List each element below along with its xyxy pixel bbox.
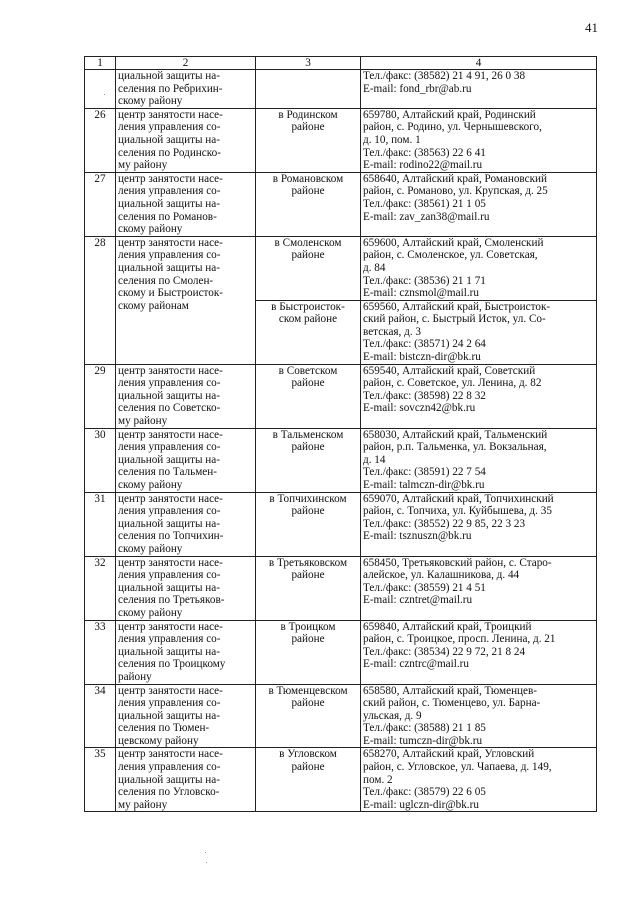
text-line: циальной защиты на- <box>118 645 220 658</box>
text-line: скому району <box>118 606 183 619</box>
text-line: 659560, Алтайский край, Быстроисток- <box>363 300 551 313</box>
scan-speck <box>206 862 207 863</box>
table-row <box>85 428 597 492</box>
text-line: районе <box>291 185 325 198</box>
text-line: 658450, Третьяковский район, с. Старо- <box>363 556 552 569</box>
center-name <box>116 108 256 172</box>
text-line: д. 10, пом. 1 <box>363 133 421 146</box>
district-cell <box>256 172 361 236</box>
header-col-1: 1 <box>85 57 116 70</box>
text-line: ления управления со- <box>118 761 221 774</box>
center-name <box>116 70 256 109</box>
contact-cell <box>361 300 597 364</box>
text-line: 658580, Алтайский край, Тюменцев- <box>363 684 538 697</box>
table-row <box>85 70 597 109</box>
district-cell <box>256 70 361 109</box>
text-line: селения по Угловско- <box>118 786 220 799</box>
text-line: Тел./факс: (38559) 21 4 51 <box>363 581 486 594</box>
text-line: селения по Третьяков- <box>118 594 225 607</box>
text-line: район, с. Советское, ул. Ленина, д. 82 <box>363 377 542 390</box>
contact-cell <box>361 108 597 172</box>
contact-cell <box>361 428 597 492</box>
text-line: 658270, Алтайский край, Угловский <box>363 748 535 761</box>
text-line: в Быстроисток- <box>271 300 345 313</box>
text-line: ления управления со- <box>118 505 221 518</box>
center-name <box>116 428 256 492</box>
text-line: ления управления со- <box>118 569 221 582</box>
text-line: районе <box>291 377 325 390</box>
text-line: в Советском <box>278 364 338 377</box>
table-row <box>85 492 597 556</box>
district-cell <box>256 620 361 684</box>
row-number: 29 <box>85 364 116 428</box>
center-name <box>116 172 256 236</box>
text-line: циальной защиты на- <box>118 261 220 274</box>
text-line: Тел./факс: (38534) 22 9 72, 21 8 24 <box>363 645 526 658</box>
text-line: в Смоленском <box>274 236 342 249</box>
text-line: циальной защиты на- <box>118 773 220 786</box>
text-line: Тел./факс: (38563) 22 6 41 <box>363 146 486 159</box>
table-row <box>85 620 597 684</box>
table-header <box>85 57 597 70</box>
text-line: центр занятости насе- <box>118 556 223 569</box>
text-line: пом. 2 <box>363 773 393 786</box>
header-col-4: 4 <box>361 57 597 70</box>
text-line: район, с. Смоленское, ул. Советская, <box>363 249 538 262</box>
text-line: район, с. Романово, ул. Крупская, д. 25 <box>363 185 548 198</box>
text-line: ления управления со- <box>118 441 221 454</box>
text-line: E-mail: rodino22@mail.ru <box>363 159 483 172</box>
text-line: в Троицком <box>280 620 336 633</box>
row-number: 32 <box>85 556 116 620</box>
text-line: центр занятости насе- <box>118 684 223 697</box>
district-cell <box>256 364 361 428</box>
text-line: E-mail: talmczn-dir@bk.ru <box>363 479 485 491</box>
text-line: E-mail: fond_rbr@ab.ru <box>363 82 472 95</box>
text-line: ления управления со- <box>118 121 221 134</box>
text-line: в Угловском <box>279 748 337 761</box>
district-cell <box>256 748 361 812</box>
contact-cell <box>361 172 597 236</box>
row-number: 33 <box>85 620 116 684</box>
scan-speck <box>104 94 105 95</box>
text-line: 658640, Алтайский край, Романовский <box>363 172 548 185</box>
text-line: в Тальменском <box>272 428 344 441</box>
text-line: селения по Советско- <box>118 402 221 415</box>
contact-cell <box>361 236 597 300</box>
text-line: E-mail: tsznuszn@bk.ru <box>363 530 472 543</box>
text-line: E-mail: cznsmol@mail.ru <box>363 287 479 300</box>
text-line: районе <box>291 441 325 454</box>
center-name <box>116 748 256 812</box>
contact-cell <box>361 492 597 556</box>
table-row <box>85 748 597 812</box>
contact-cell <box>361 364 597 428</box>
table-body <box>85 70 597 812</box>
text-line: скому району <box>118 479 183 491</box>
text-line: циальной защиты на- <box>118 133 220 146</box>
text-line: районе <box>291 505 325 518</box>
text-line: Тел./факс: (38561) 21 1 05 <box>363 197 486 210</box>
contact-cell <box>361 684 597 748</box>
text-line: районе <box>291 697 325 710</box>
text-line: селения по Тюмен- <box>118 722 210 735</box>
text-line: район, р.п. Тальменка, ул. Вокзальная, <box>363 441 547 454</box>
text-line: 659840, Алтайский край, Троицкий <box>363 620 532 633</box>
center-name <box>116 364 256 428</box>
text-line: в Третьяковском <box>268 556 348 569</box>
text-line: циальной защиты на- <box>118 581 220 594</box>
text-line: Тел./факс: (38579) 22 6 05 <box>363 786 486 799</box>
text-line: E-mail: sovczn42@bk.ru <box>363 402 476 415</box>
text-line: скому району <box>118 223 183 236</box>
text-line: циальной защиты на- <box>118 70 220 82</box>
text-line: циальной защиты на- <box>118 453 220 466</box>
text-line: му району <box>118 415 168 428</box>
text-line: E-mail: czntrc@mail.ru <box>363 658 469 671</box>
text-line: селения по Троицкому <box>118 658 226 671</box>
table-row <box>85 364 597 428</box>
text-line: в Романовском <box>272 172 344 185</box>
text-line: ления управления со- <box>118 633 221 646</box>
text-line: в Родинском <box>278 108 338 121</box>
contact-cell <box>361 748 597 812</box>
text-line: ульская, д. 9 <box>363 709 422 722</box>
text-line: 659070, Алтайский край, Топчихинский <box>363 492 554 505</box>
text-line: селения по Ребрихин- <box>118 82 223 95</box>
row-number: 35 <box>85 748 116 812</box>
text-line: ветская, д. 3 <box>363 325 422 338</box>
header-row <box>85 57 597 70</box>
table-row <box>85 172 597 236</box>
row-number: 27 <box>85 172 116 236</box>
text-line: ления управления со- <box>118 249 221 262</box>
text-line: ский район, с. Быстрый Исток, ул. Со- <box>363 313 546 326</box>
header-col-2: 2 <box>116 57 256 70</box>
contact-cell <box>361 70 597 109</box>
text-line: скому районам <box>118 299 189 312</box>
text-line: Тел./факс: (38598) 22 8 32 <box>363 389 486 402</box>
text-line: районе <box>291 249 325 262</box>
text-line: в Тюменцевском <box>268 684 348 697</box>
table-row <box>85 684 597 748</box>
text-line: циальной защиты на- <box>118 197 220 210</box>
employment-centers-table <box>84 56 597 812</box>
text-line: ский район, с. Тюменцево, ул. Барна- <box>363 697 541 710</box>
text-line: центр занятости насе- <box>118 620 223 633</box>
text-line: му району <box>118 159 168 172</box>
center-name <box>116 492 256 556</box>
header-col-3: 3 <box>256 57 361 70</box>
text-line: д. 84 <box>363 261 386 274</box>
text-line: районе <box>291 761 325 774</box>
center-name <box>116 620 256 684</box>
text-line: Тел./факс: (38536) 21 1 71 <box>363 274 486 287</box>
row-number: 28 <box>85 236 116 364</box>
text-line: E-mail: uglczn-dir@bk.ru <box>363 798 479 811</box>
text-line: центр занятости насе- <box>118 748 223 761</box>
text-line: районе <box>291 633 325 646</box>
text-line: 659780, Алтайский край, Родинский <box>363 108 536 121</box>
center-name <box>116 236 256 364</box>
contact-cell <box>361 556 597 620</box>
district-cell <box>256 108 361 172</box>
text-line: 659600, Алтайский край, Смоленский <box>363 236 544 249</box>
table-row <box>85 236 597 300</box>
text-line: центр занятости насе- <box>118 236 223 249</box>
text-line: центр занятости насе- <box>118 364 223 377</box>
text-line: центр занятости насе- <box>118 428 223 441</box>
district-cell <box>256 236 361 300</box>
text-line: селения по Смолен- <box>118 274 214 287</box>
text-line: району <box>118 670 152 683</box>
text-line: Тел./факс: (38571) 24 2 64 <box>363 338 486 351</box>
district-cell <box>256 300 361 364</box>
text-line: в Топчихинском <box>269 492 347 505</box>
text-line: селения по Родинско- <box>118 146 221 159</box>
text-line: циальной защиты на- <box>118 517 220 530</box>
text-line: селения по Романов- <box>118 210 217 223</box>
row-number: 30 <box>85 428 116 492</box>
text-line: му району <box>118 798 168 811</box>
text-line: ления управления со- <box>118 697 221 710</box>
text-line: скому и Быстроисток- <box>118 287 224 300</box>
text-line: Тел./факс: (38552) 22 9 85, 22 3 23 <box>363 517 526 530</box>
text-line: 659540, Алтайский край, Советский <box>363 364 536 377</box>
text-line: Тел./факс: (38588) 21 1 85 <box>363 722 486 735</box>
text-line: центр занятости насе- <box>118 492 223 505</box>
text-line: E-mail: zav_zan38@mail.ru <box>363 210 490 223</box>
district-cell <box>256 684 361 748</box>
text-line: район, с. Угловское, ул. Чапаева, д. 149, <box>363 761 552 774</box>
row-number <box>85 70 116 109</box>
text-line: центр занятости насе- <box>118 108 223 121</box>
row-number: 34 <box>85 684 116 748</box>
text-line: центр занятости насе- <box>118 172 223 185</box>
text-line: районе <box>291 569 325 582</box>
text-line: ском районе <box>278 313 338 326</box>
district-cell <box>256 556 361 620</box>
text-line: район, с. Троицкое, просп. Ленина, д. 21 <box>363 633 556 646</box>
district-cell <box>256 428 361 492</box>
center-name <box>116 684 256 748</box>
text-line: районе <box>291 121 325 134</box>
text-line: ления управления со- <box>118 377 221 390</box>
table-row <box>85 108 597 172</box>
row-number: 26 <box>85 108 116 172</box>
text-line: E-mail: tumczn-dir@bk.ru <box>363 734 483 747</box>
text-line: алейское, ул. Калашникова, д. 44 <box>363 569 520 582</box>
text-line: E-mail: bistczn-dir@bk.ru <box>363 351 481 364</box>
scan-speck <box>205 852 206 853</box>
text-line: 658030, Алтайский край, Тальменский <box>363 428 548 441</box>
text-line: д. 14 <box>363 453 386 466</box>
table-row <box>85 556 597 620</box>
text-line: скому району <box>118 542 183 555</box>
text-line: цевскому району <box>118 734 199 747</box>
text-line: ления управления со- <box>118 185 221 198</box>
text-line: селения по Топчихин- <box>118 530 224 543</box>
text-line: район, с. Родино, ул. Чернышевского, <box>363 121 542 134</box>
text-line: селения по Тальмен- <box>118 466 217 479</box>
text-line: район, с. Топчиха, ул. Куйбышева, д. 35 <box>363 505 552 518</box>
contact-cell <box>361 620 597 684</box>
text-line: Тел./факс: (38591) 22 7 54 <box>363 466 486 479</box>
text-line: циальной защиты на- <box>118 709 220 722</box>
text-line: Тел./факс: (38582) 21 4 91, 26 0 38 <box>363 70 526 82</box>
text-line: E-mail: czntret@mail.ru <box>363 594 473 607</box>
center-name <box>116 556 256 620</box>
text-line: циальной защиты на- <box>118 389 220 402</box>
district-cell <box>256 492 361 556</box>
page-number: 41 <box>585 20 598 35</box>
row-number: 31 <box>85 492 116 556</box>
text-line: скому району <box>118 95 183 108</box>
